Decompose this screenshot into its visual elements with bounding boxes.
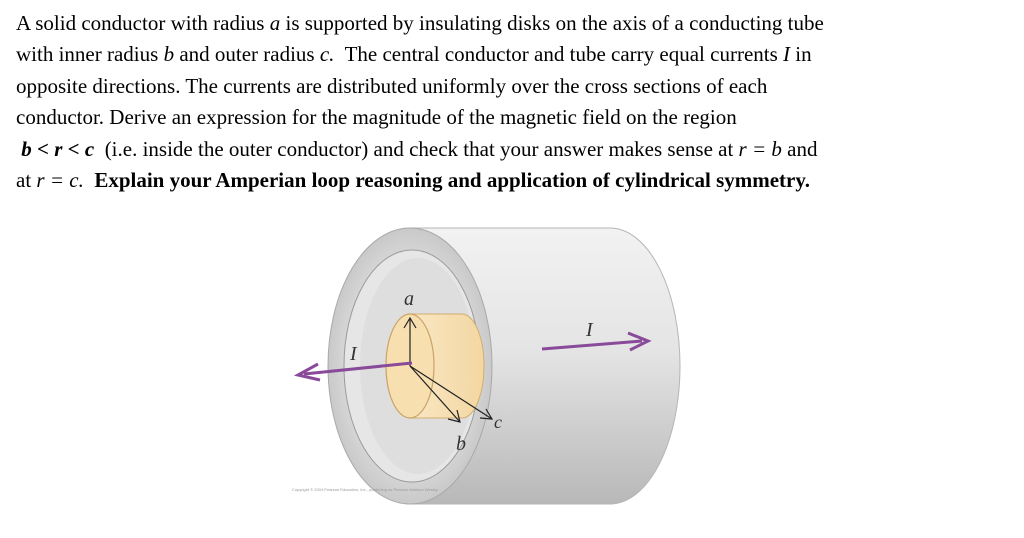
label-I-right: I [586, 319, 593, 341]
problem-statement [16, 8, 1016, 196]
problem-line-5: b < r < c (i.e. inside the outer conductor) and check that your answer makes sense at r = b and [21, 136, 818, 161]
problem-line-4: conductor. Derive an expression for the magnitude of the magnetic field on the region [16, 105, 737, 130]
label-b: b [456, 433, 466, 455]
region-inequality: b < r < c [21, 136, 95, 161]
problem-line-2: with inner radius b and outer radius c. The central conductor and tube carry equal currents I in [16, 42, 812, 67]
problem-line-3: opposite directions. The currents are distributed uniformly over the cross sections of each [16, 73, 768, 98]
condition-r-c: r = c. [36, 168, 84, 193]
figure-credit: Copyright © 2004 Pearson Education, Inc., publishing as Pearson Addison Wesley [292, 487, 438, 492]
problem-line-1: A solid conductor with radius a is supported by insulating disks on the axis of a conducting tube [16, 11, 824, 35]
var-I: I [783, 42, 791, 67]
var-b: b [163, 42, 175, 67]
problem-line-6: at r = c. Explain your Amperian loop reasoning and application of cylindrical symmetry. [16, 168, 810, 193]
label-c: c [494, 412, 502, 432]
label-I-left: I [350, 343, 357, 365]
coaxial-figure [280, 214, 700, 514]
var-c: c. [319, 42, 335, 67]
label-a: a [404, 288, 414, 310]
coaxial-diagram [280, 214, 700, 514]
instruction-bold: Explain your Amperian loop reasoning and application of cylindrical symmetry. [94, 168, 810, 193]
condition-r-b: r = b [738, 136, 782, 161]
var-a: a [269, 11, 281, 35]
